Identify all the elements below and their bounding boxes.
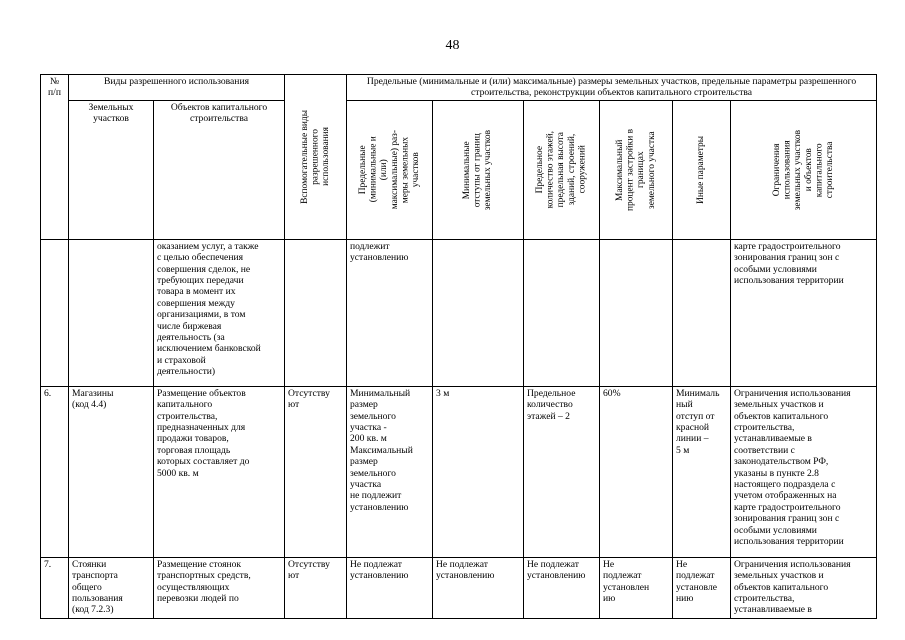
cell-capital-object: Размещение объектов капитального строительства, предназначенных для продажи товаров, торговая площадь которых составляет до 5000 кв. м <box>154 386 285 557</box>
cell-land-use: Магазины (код 4.4) <box>69 386 154 557</box>
cell-land-use: Стоянки транспорта общего пользования (код 7.2.3) <box>69 557 154 618</box>
header-other <box>673 100 731 239</box>
header-plot-sizes <box>347 100 433 239</box>
cell-plot-size: подлежит установлению <box>347 239 433 386</box>
cell-setback: Не подлежат установлению <box>433 557 524 618</box>
cell-auxiliary: Отсутству ют <box>285 557 347 618</box>
cell-setback: 3 м <box>433 386 524 557</box>
header-land-plots: Земельных участков <box>69 100 154 239</box>
header-floors <box>524 100 600 239</box>
header-num: № п/п <box>41 75 69 240</box>
header-limits-group: Предельные (минимальные и (или) максимальные) размеры земельных участков, предельные параметры разрешенного строительства, реконструкции объектов капитального строительства <box>347 75 877 101</box>
header-types-of-use: Виды разрешенного использования <box>69 75 285 101</box>
cell-coverage: Не подлежат установлен ию <box>600 557 673 618</box>
cell-coverage <box>600 239 673 386</box>
cell-num <box>41 239 69 386</box>
cell-other: Не подлежат установле нию <box>673 557 731 618</box>
header-restrictions <box>731 100 877 239</box>
header-setbacks <box>433 100 524 239</box>
cell-capital-object: оказанием услуг, а также с целью обеспечения совершения сделок, не требующих передачи товара в момент их совершения между организациями, в том числе биржевая деятельность (за исключением банковской и страховой деятельности) <box>154 239 285 386</box>
header-capital-objects: Объектов капитального строительства <box>154 100 285 239</box>
cell-auxiliary <box>285 239 347 386</box>
cell-setback <box>433 239 524 386</box>
cell-restrictions: Ограничения использования земельных участков и объектов капитального строительства, устанавливаемые в соответствии с законодательством РФ, указаны в пункте 2.8 настоящего подраздела с учетом отображенных на карте градостроительного зонирования границ зон с особыми условиями использования территории <box>731 386 877 557</box>
header-auxiliary <box>285 75 347 240</box>
cell-auxiliary: Отсутству ют <box>285 386 347 557</box>
cell-plot-size: Не подлежат установлению <box>347 557 433 618</box>
header-setbacks-label: Минимальные отступы от границ земельных участков <box>462 129 494 210</box>
header-coverage-label: Максимальный процент застройки в границах земельного участка <box>614 128 657 211</box>
cell-num: 6. <box>41 386 69 557</box>
cell-restrictions: карте градостроительного зонирования границ зон с особыми условиями использования территории <box>731 239 877 386</box>
header-auxiliary-label: Вспомогательные виды разрешенного использования <box>299 109 331 204</box>
table-row <box>41 557 877 618</box>
header-row-2 <box>41 100 877 239</box>
cell-restrictions: Ограничения использования земельных участков и объектов капитального строительства, устанавливаемые в <box>731 557 877 618</box>
header-floors-label: Предельное количество этажей, предельная высота зданий, строений, сооружений <box>535 131 588 209</box>
cell-floors: Предельное количество этажей – 2 <box>524 386 600 557</box>
zoning-parameters-table <box>40 74 877 619</box>
cell-plot-size: Минимальный размер земельного участка - 200 кв. м Максимальный размер земельного участка не подлежит установлению <box>347 386 433 557</box>
header-row-1 <box>41 75 877 101</box>
cell-floors <box>524 239 600 386</box>
cell-other <box>673 239 731 386</box>
header-plot-sizes-label: Предельные (минимальные и (или) максимальные) раз- меры земельных участков <box>357 130 421 210</box>
cell-coverage: 60% <box>600 386 673 557</box>
header-restrictions-label: Ограничения использования земельных участков и объектов капитального строительства <box>771 129 835 210</box>
header-coverage <box>600 100 673 239</box>
cell-floors: Не подлежат установлению <box>524 557 600 618</box>
cell-other: Минималь ный отступ от красной линии – 5 м <box>673 386 731 557</box>
cell-land-use <box>69 239 154 386</box>
page-number: 48 <box>445 38 460 53</box>
cell-num: 7. <box>41 557 69 618</box>
header-other-label: Иные параметры <box>696 135 707 204</box>
table-row <box>41 386 877 557</box>
table-row <box>41 239 877 386</box>
cell-capital-object: Размещение стоянок транспортных средств, осуществляющих перевозки людей по <box>154 557 285 618</box>
